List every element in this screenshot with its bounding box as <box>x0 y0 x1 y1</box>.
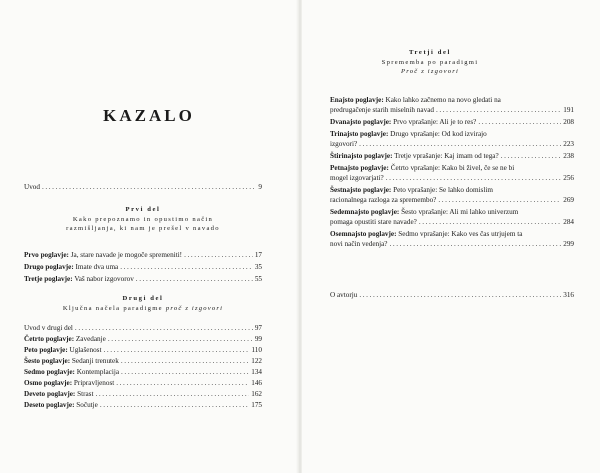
part-three-heading <box>350 48 510 77</box>
part-subtitle-italic: Proč z izgovori <box>400 68 460 75</box>
toc-row <box>24 182 262 192</box>
part-subtitle: Ključna načela paradigme proč z izgovori <box>62 304 224 312</box>
toc-row: Četrto poglavje: Zavedanje ..... 99 <box>24 334 262 344</box>
toc-row: predrugačenje starih miselnih navad ..... 191 <box>330 105 574 115</box>
toc-line: Osemnajsto poglavje: Sedmo vprašanje: Kako ves čas utrjujem ta <box>330 230 523 238</box>
part-two-heading <box>24 294 262 313</box>
toc-row: mogel izgovarjati? ..... 256 <box>330 173 574 183</box>
toc-row: izgovori? ..... 223 <box>330 139 574 149</box>
toc-row: Osmo poglavje: Pripravljenost ..... 146 <box>24 378 262 388</box>
toc-line: Enajsto poglavje: Kako lahko začnemo na novo gledati na <box>330 96 501 104</box>
part-two-list <box>24 323 262 410</box>
toc-line: Šestnajsto poglavje: Peto vprašanje: Se lahko domislim <box>330 186 493 194</box>
part-title: Drugi del <box>122 295 164 302</box>
part-title: Tretji del <box>409 49 451 56</box>
toc-row: Drugo poglavje: Imate dva uma ..... 35 <box>24 262 262 272</box>
toc-row: Uvod v drugi del ..... 97 <box>24 323 262 333</box>
toc-page: 9 <box>258 183 262 191</box>
toc-row: Tretje poglavje: Vaš nabor izgovorov ..... 55 <box>24 274 262 284</box>
part-subtitle: Sprememba po paradigmi <box>381 58 479 66</box>
right-page <box>302 0 600 473</box>
part-title: Prvi del <box>125 206 161 213</box>
toc-row: Deseto poglavje: Sočutje ..... 175 <box>24 400 262 410</box>
toc-line: Trinajsto poglavje: Drugo vprašanje: Od kod izvirajo <box>330 130 487 138</box>
toc-row: Štirinajsto poglavje: Tretje vprašanje: Kaj imam od tega? ..... 238 <box>330 151 574 161</box>
part-subtitle: Kako prepoznamo in opustimo način <box>72 215 214 223</box>
toc-row: pomaga opustiti stare navade? ..... 284 <box>330 217 574 227</box>
toc-row: Deveto poglavje: Strast ..... 162 <box>24 389 262 399</box>
toc-label: Uvod <box>24 183 40 191</box>
toc-row: Sedmo poglavje: Kontemplacija ..... 134 <box>24 367 262 377</box>
toc-row: Dvanajsto poglavje: Prvo vprašanje: Ali je to res? ..... 208 <box>330 117 574 127</box>
toc-line: Sedemnajsto poglavje: Šesto vprašanje: Ali mi lahko univerzum <box>330 208 519 216</box>
toc-row: racionalnega razloga za spremembo? ..... 269 <box>330 195 574 205</box>
toc-row: novi način vedenja? ..... 299 <box>330 239 574 249</box>
toc-line: Petnajsto poglavje: Četrto vprašanje: Kako bi živel, če se ne bi <box>330 164 515 172</box>
page-title: KAZALO <box>103 106 195 125</box>
part-one-heading <box>24 205 262 234</box>
part-subtitle: razmišljanja, ki nam je prešel v navado <box>66 225 220 232</box>
toc-row: Peto poglavje: Uglašenost ..... 110 <box>24 345 262 355</box>
toc-row: Prvo poglavje: Ja, stare navade je mogoče spremeniti! ..... 17 <box>24 250 262 260</box>
part-three-list <box>330 95 574 249</box>
toc-row: Šesto poglavje: Sedanji trenutek ..... 122 <box>24 356 262 366</box>
part-one-list <box>24 250 262 284</box>
toc-row: O avtorju ..... 316 <box>330 290 574 300</box>
left-page <box>0 0 298 473</box>
intro-entry <box>24 182 262 192</box>
about-entry <box>330 290 574 300</box>
